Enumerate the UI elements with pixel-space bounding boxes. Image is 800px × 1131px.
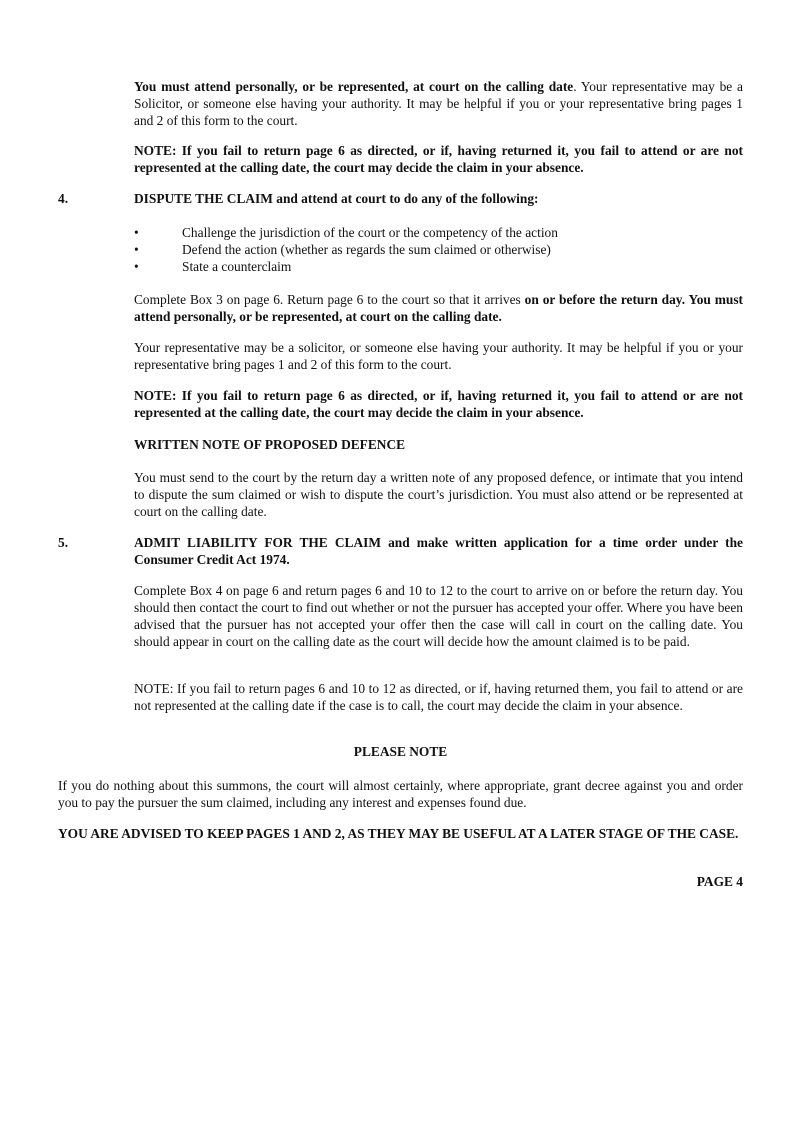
page-number: PAGE 4 — [696, 874, 743, 889]
bullet-text: Challenge the jurisdiction of the court or the competency of the action — [182, 225, 558, 240]
complete-plain-text: Complete Box 3 on page 6. Return page 6 to the court so that it arrives — [134, 292, 525, 307]
bullet-icon: • — [134, 259, 139, 274]
written-note-paragraph: You must send to the court by the return day a written note of any proposed defence, or intimate that you intend to dispute the sum claimed or wish to dispute the court’s jurisdiction. You must also attend or be represented at court on the calling date. — [134, 470, 743, 519]
section-4-complete-paragraph — [134, 291, 743, 325]
section-5-number: 5. — [58, 535, 69, 550]
list-item — [134, 258, 743, 275]
complete-bold-text: on or before the return day. You must attend personally, or be represented, at court on the calling date. — [134, 292, 743, 324]
written-note-heading: WRITTEN NOTE OF PROPOSED DEFENCE — [134, 437, 406, 452]
section-4-heading: DISPUTE THE CLAIM and attend at court to do any of the following: — [134, 191, 539, 206]
section-5-heading: ADMIT LIABILITY FOR THE CLAIM and make written application for a time order under the Consumer Credit Act 1974. — [134, 535, 743, 567]
bullet-text: State a counterclaim — [182, 259, 292, 274]
section-5-complete-paragraph: Complete Box 4 on page 6 and return pages 6 and 10 to 12 to the court to arrive on or before the return day. You should then contact the court to find out whether or not the pursuer has accepted your offer. Where you have been advised that the pursuer has not accepted your offer then the case will call in court on the calling date. You should appear in court on the calling date as the court will decide how the amount claimed is to be paid. — [134, 583, 743, 649]
list-item — [134, 224, 743, 241]
please-note-heading: PLEASE NOTE — [353, 744, 448, 759]
intro-note: NOTE: If you fail to return page 6 as directed, or if, having returned it, you fail to attend or are not represented at the calling date, the court may decide the claim in your absence. — [134, 143, 743, 175]
please-note-paragraph: If you do nothing about this summons, the court will almost certainly, where appropriate, grant decree against you and order you to pay the pursuer the sum claimed, including any interest and expenses found due. — [58, 778, 743, 810]
attend-rest-text: . Your representative may be a Solicitor, or someone else having your authority. It may be helpful if you or your representative bring pages 1 and 2 of this form to the court. — [134, 79, 743, 128]
section-4-number: 4. — [58, 191, 69, 206]
list-item — [134, 241, 743, 258]
attend-bold-text: You must attend personally, or be represented, at court on the calling date — [134, 79, 574, 94]
keep-pages-advice: YOU ARE ADVISED TO KEEP PAGES 1 AND 2, AS THEY MAY BE USEFUL AT A LATER STAGE OF THE CASE. — [58, 826, 739, 841]
bullet-icon: • — [134, 225, 139, 240]
bullet-icon: • — [134, 242, 139, 257]
bullet-text: Defend the action (whether as regards the sum claimed or otherwise) — [182, 242, 551, 257]
section-4-bullet-list — [134, 224, 743, 275]
section-4-note: NOTE: If you fail to return page 6 as directed, or if, having returned it, you fail to attend or are not represented at the calling date, the court may decide the claim in your absence. — [134, 388, 743, 420]
section-4-representative-paragraph: Your representative may be a solicitor, or someone else having your authority. It may be helpful if you or your representative bring pages 1 and 2 of this form to the court. — [134, 340, 743, 372]
section-5-note: NOTE: If you fail to return pages 6 and 10 to 12 as directed, or if, having returned them, you fail to attend or are not represented at the calling date if the case is to call, the court may decide the claim in your absence. — [134, 681, 743, 713]
attend-paragraph — [134, 78, 743, 129]
